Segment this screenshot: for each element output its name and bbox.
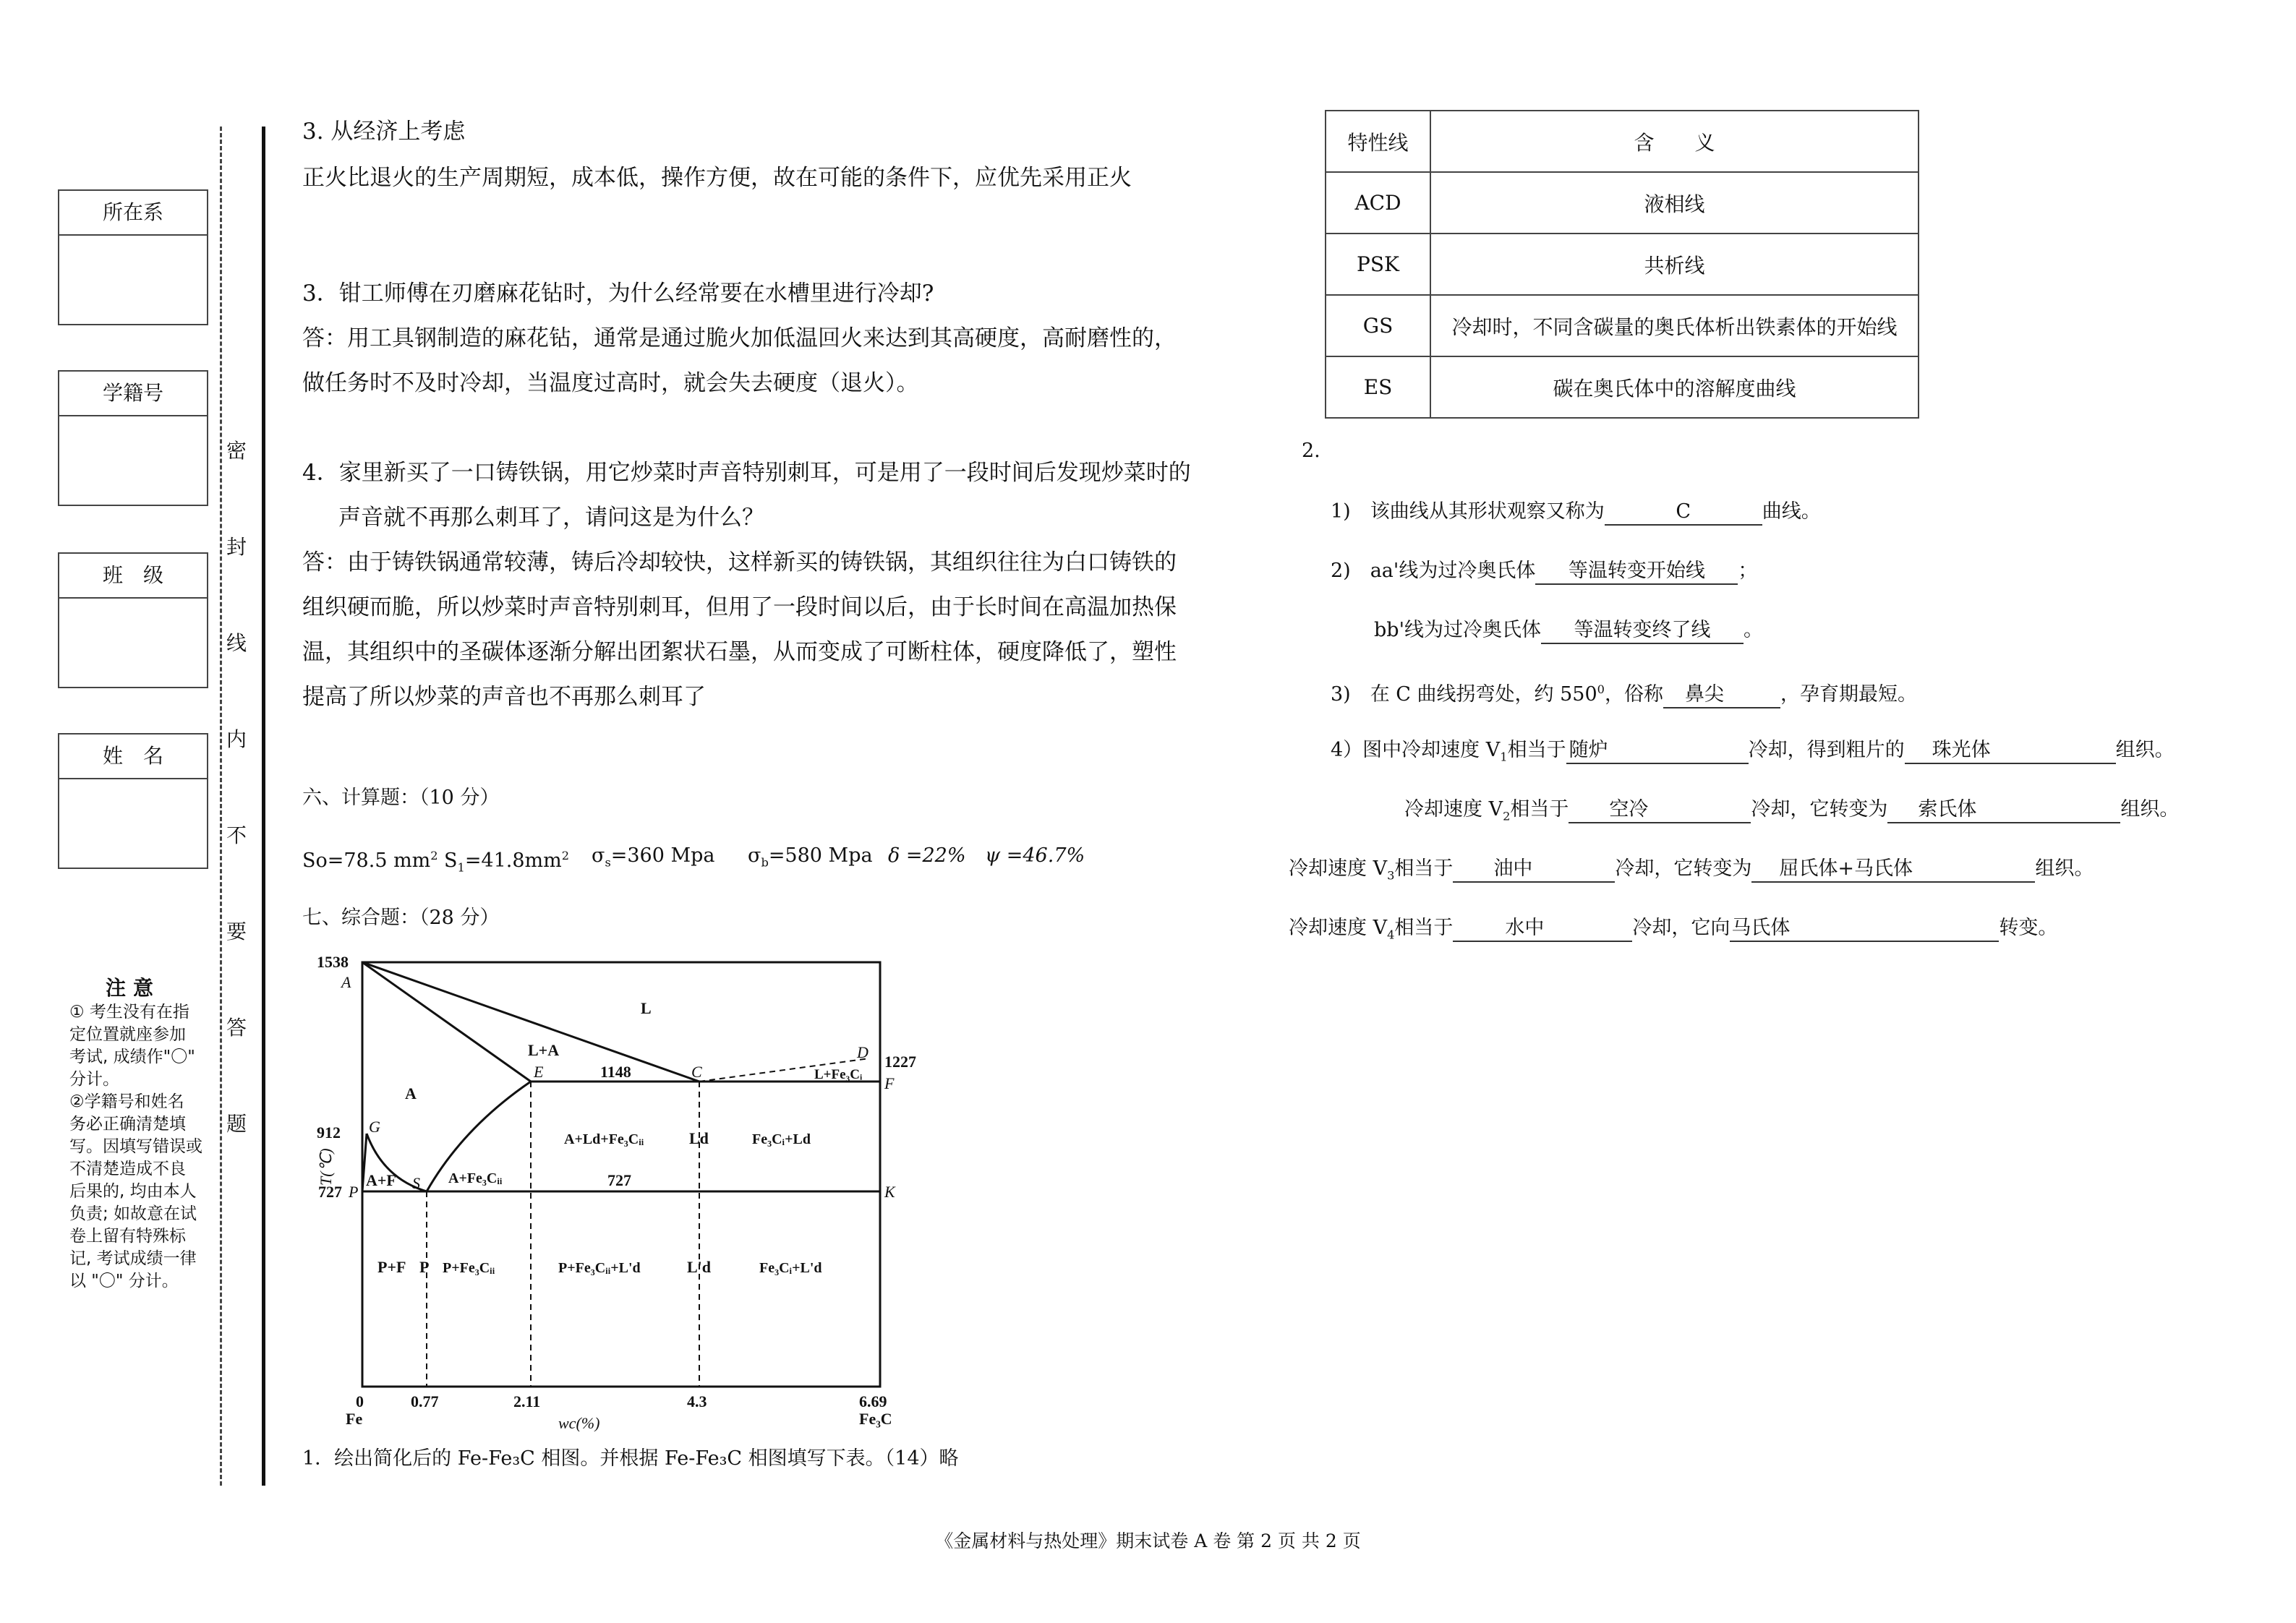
field-department-box: [58, 189, 208, 325]
y-axis-label: T(℃): [317, 1148, 335, 1186]
seal-char: 题: [226, 1112, 247, 1136]
answer-v3: [1289, 855, 2094, 890]
answer-sub: 1: [1500, 750, 1508, 764]
region-a-f: A+F: [366, 1171, 396, 1189]
answer-blank[interactable]: 等温转变开始线: [1535, 559, 1738, 585]
answer-text: 冷却速度 V: [1404, 798, 1503, 821]
calc-so: [302, 842, 438, 875]
answer-text: 相当于: [1394, 857, 1454, 880]
region-p: P: [419, 1258, 430, 1276]
calc-s1-sub: 1: [457, 860, 465, 875]
liquidus-ac: [362, 962, 699, 1082]
answer-sup: 0: [1597, 682, 1605, 696]
answer-text: 转变。: [1999, 917, 2058, 939]
answer-4-line: 提高了所以炒菜的声音也不再那么刺耳了: [302, 684, 706, 710]
notice-line: 务必正确清楚填: [69, 1115, 186, 1134]
notice-line: 写。因填写错误或: [69, 1137, 202, 1156]
field-department-label: 所在系: [59, 191, 207, 236]
answer-v1: [1331, 736, 2175, 771]
point-s: S: [412, 1174, 420, 1192]
x-tick-0: 0: [356, 1392, 364, 1410]
answer-text: 冷却速度 V: [1289, 857, 1388, 880]
question-2-label: 2.: [1302, 440, 1320, 462]
seal-char: 答: [226, 1016, 247, 1040]
calc-sigma-b-value: =580 Mpa: [768, 844, 873, 867]
temp-1148: 1148: [600, 1063, 631, 1081]
answer-3-line: 答：用工具钢制造的麻花钻，通常是通过脆火加低温回火来达到其高硬度，高耐磨性的，: [302, 325, 1177, 351]
region-l-a: L+A: [528, 1041, 560, 1059]
table-header-cell: 含 义: [1430, 111, 1919, 172]
x-axis-label: wc(%): [558, 1414, 600, 1431]
seal-char: 线: [226, 631, 247, 655]
point-k: K: [884, 1183, 895, 1201]
point-d: D: [857, 1043, 869, 1061]
answer-blank[interactable]: 马氏体: [1730, 916, 1999, 942]
x-tick-669: 6.69: [859, 1392, 887, 1410]
region-fe3c1-ld: Fe₃Cᵢ+Ld: [752, 1131, 811, 1147]
calc-sigma-b: [748, 842, 873, 877]
calc-s1-value: =41.8mm: [464, 849, 562, 872]
seal-char: 密: [226, 439, 247, 463]
answer-text: 相当于: [1507, 739, 1566, 761]
answer-blank[interactable]: 屈氏体+马氏体: [1751, 857, 2035, 883]
calc-sigma-s-value: =360 Mpa: [610, 844, 715, 867]
notice-line: 记, 考试成绩一律: [69, 1249, 197, 1268]
calc-s1-text: S: [444, 849, 458, 872]
answer-text: 相当于: [1394, 917, 1454, 939]
answer-c-curve: [1331, 497, 1821, 526]
point-f: F: [884, 1074, 895, 1092]
answer-blank[interactable]: 等温转变终了线: [1541, 618, 1744, 644]
calc-sigma-s-text: σ: [592, 844, 605, 867]
notice-title: 注意: [105, 976, 161, 1000]
field-student-id-input[interactable]: [59, 416, 207, 505]
x-tick-43: 4.3: [687, 1392, 707, 1410]
point-e: E: [534, 1063, 544, 1081]
table-cell-line: PSK: [1326, 234, 1430, 295]
notice-line: 定位置就座参加: [69, 1025, 186, 1044]
answer-text: 冷却，它转变为: [1615, 857, 1752, 880]
table-row: [1326, 234, 1919, 295]
region-p-fe3c2: P+Fe₃Cᵢᵢ: [443, 1260, 495, 1276]
answer-sub: 3: [1387, 868, 1395, 883]
notice-line: 后果的, 均由本人: [69, 1182, 197, 1201]
answer-text: ，俗称: [1604, 683, 1663, 706]
answer-v4: [1289, 914, 2057, 949]
table-row: [1326, 295, 1919, 356]
region-ld-prime: L'd: [687, 1258, 712, 1276]
temp-727: 727: [318, 1183, 342, 1201]
answer-text: 4）图中冷却速度 V: [1331, 739, 1501, 761]
region-a-ld-fe3c2: A+Ld+Fe₃Cᵢᵢ: [564, 1131, 644, 1147]
notice-line: 负责; 如故意在试: [69, 1204, 197, 1223]
answer-text: 冷却速度 V: [1289, 917, 1388, 939]
answer-blank[interactable]: 珠光体: [1905, 738, 2116, 764]
answer-text: 1) 该曲线从其形状观察又称为: [1331, 500, 1605, 523]
answer-sub: 4: [1387, 928, 1395, 942]
answer-blank[interactable]: 鼻尖: [1663, 682, 1780, 708]
answer-text: 组织。: [2120, 798, 2180, 821]
calc-delta: δ =22%: [888, 844, 966, 867]
answer-4-line: 温，其组织中的圣碳体逐渐分解出团絮状石墨，从而变成了可断柱体，硬度降低了，塑性: [302, 639, 1177, 665]
region-l-fe3c1: L+Fe₃Cᵢ: [814, 1067, 863, 1082]
answer-text: 冷却，它向: [1632, 917, 1730, 939]
x-tick-211: 2.11: [513, 1392, 541, 1410]
table-row: [1326, 356, 1919, 418]
temp-1227: 1227: [884, 1053, 916, 1071]
calc-heading: 六、计算题：（10 分）: [302, 787, 500, 809]
question-4-line: 声音就不再那么刺耳了，请问这是为什么？: [338, 505, 764, 531]
answer-blank[interactable]: 空冷: [1569, 797, 1751, 823]
answer-text: ；: [1738, 560, 1758, 582]
field-name-input[interactable]: [59, 779, 207, 868]
solidus-ae: [362, 962, 531, 1082]
seal-dashed-line: [220, 127, 222, 1486]
comprehensive-heading: 七、综合题：（28 分）: [302, 907, 500, 929]
answer-4-line: 答：由于铸铁锅通常较薄，铸后冷却较快，这样新买的铸铁锅，其组织往往为白口铸铁的: [302, 549, 1177, 575]
seal-char: 不: [226, 823, 247, 847]
table-cell-meaning: 液相线: [1430, 172, 1919, 234]
answer-text: 2) aa'线为过冷奥氏体: [1331, 560, 1536, 582]
calc-sigma-b-text: σ: [748, 844, 761, 867]
table-cell-meaning: 共析线: [1430, 234, 1919, 295]
x-label-fe3c: Fe₃C: [859, 1410, 892, 1428]
question-3: 3．钳工师傅在刃磨麻花钻时，为什么经常要在水槽里进行冷却?: [302, 281, 934, 307]
field-department-input[interactable]: [59, 236, 207, 324]
field-class-box: [58, 552, 208, 688]
calc-sigma-b-sub: b: [761, 855, 769, 870]
temp-912: 912: [317, 1123, 341, 1142]
table-cell-meaning: 冷却时，不同含碳量的奥氏体析出铁素体的开始线: [1430, 295, 1919, 356]
notice-line: ① 考生没有在指: [69, 1003, 189, 1022]
answer-4-line: 组织硬而脆，所以炒菜时声音特别刺耳，但用了一段时间以后，由于长时间在高温加热保: [302, 594, 1177, 620]
table-cell-meaning: 碳在奥氏体中的溶解度曲线: [1430, 356, 1919, 418]
answer-blank[interactable]: 水中: [1453, 916, 1632, 942]
answer-blank[interactable]: 随炉: [1566, 738, 1749, 764]
table-cell-line: GS: [1326, 295, 1430, 356]
table-header-cell: 特性线: [1326, 111, 1430, 172]
answer-3-line: 做任务时不及时冷却，当温度过高时，就会失去硬度（退火）。: [302, 370, 919, 396]
field-student-id-label: 学籍号: [59, 372, 207, 416]
temp-727-center: 727: [607, 1171, 631, 1189]
field-name-label: 姓 名: [59, 735, 207, 779]
notice-line: 以 "〇" 分计。: [69, 1272, 179, 1290]
notice-line: 不清楚造成不良: [69, 1160, 186, 1178]
table-cell-line: ACD: [1326, 172, 1430, 234]
notice-body: [69, 1001, 204, 1293]
section-3-text: 正火比退火的生产周期短，成本低，操作方便，故在可能的条件下，应优先采用正火: [302, 165, 1132, 191]
seal-char: 内: [226, 727, 247, 751]
question-4-line: 4．家里新买了一口铸铁锅，用它炒菜时声音特别刺耳，可是用了一段时间后发现炒菜时的: [302, 460, 1191, 486]
section-3-heading: 3. 从经济上考虑: [302, 119, 466, 145]
answer-sub: 2: [1503, 809, 1511, 823]
calc-so-sup: 2: [430, 849, 438, 862]
point-c: C: [691, 1063, 702, 1081]
region-ld: Ld: [689, 1129, 709, 1147]
point-g: G: [369, 1118, 380, 1136]
answer-text: 组织。: [2115, 739, 2175, 761]
answer-blank[interactable]: 油中: [1453, 857, 1615, 883]
calc-s1-sup: 2: [561, 849, 570, 862]
point-a: A: [341, 973, 351, 991]
answer-text: 冷却，它转变为: [1751, 798, 1888, 821]
x-label-fe: Fe: [346, 1410, 363, 1428]
answer-text: 。: [1744, 619, 1763, 641]
region-fe3c1-ld-prime: Fe₃Cᵢ+L'd: [759, 1260, 822, 1276]
calc-sigma-s-sub: s: [605, 855, 611, 870]
fe-fe3c-phase-diagram: [304, 947, 969, 1431]
binding-solid-line: [262, 127, 265, 1486]
answer-blank[interactable]: C: [1605, 500, 1762, 526]
region-l: L: [641, 999, 652, 1017]
page-footer: [0, 1527, 2296, 1553]
question-1: 1．绘出简化后的 Fe-Fe₃C 相图。并根据 Fe-Fe₃C 相图填写下表。（14）略: [302, 1447, 959, 1470]
answer-nose: [1331, 675, 1917, 709]
calc-so-text: So=78.5 mm: [302, 849, 431, 872]
field-class-input[interactable]: [59, 599, 207, 687]
answer-bb-line: [1374, 616, 1763, 645]
point-p: P: [349, 1183, 359, 1201]
region-p-f: P+F: [377, 1258, 406, 1276]
answer-blank[interactable]: 索氏体: [1887, 797, 2120, 823]
x-tick-077: 0.77: [411, 1392, 439, 1410]
notice-line: 考试, 成绩作"〇": [69, 1048, 195, 1066]
notice-line: ②学籍号和姓名: [69, 1092, 184, 1111]
calc-s1: [444, 842, 569, 882]
notice-line: 卷上留有特殊标: [69, 1227, 186, 1246]
table-row: [1326, 172, 1919, 234]
footer-text: 《金属材料与热处理》期末试卷 A 卷 第 2 页 共 2 页: [935, 1530, 1361, 1551]
answer-text: 冷却，得到粗片的: [1748, 739, 1905, 761]
seal-char: 封: [226, 535, 247, 559]
answer-text: bb'线为过冷奥氏体: [1374, 619, 1541, 641]
answer-text: 3) 在 C 曲线拐弯处，约 550: [1331, 683, 1597, 706]
region-a-fe3c2: A+Fe₃Cᵢᵢ: [448, 1170, 503, 1186]
region-p-fe3c2-ld: P+Fe₃Cᵢᵢ+L'd: [558, 1260, 641, 1276]
field-class-label: 班 级: [59, 554, 207, 599]
region-a: A: [405, 1084, 417, 1102]
answer-v2: [1404, 795, 2179, 831]
answer-text: 组织。: [2035, 857, 2094, 880]
answer-text: 相当于: [1510, 798, 1569, 821]
temp-1538: 1538: [317, 953, 349, 971]
table-header-row: [1326, 111, 1919, 172]
notice-line: 分计。: [69, 1070, 119, 1089]
characteristic-line-table: [1325, 110, 1919, 419]
answer-text: ，孕育期最短。: [1780, 683, 1917, 706]
field-student-id-box: [58, 370, 208, 506]
calc-sigma-s: [592, 842, 715, 877]
table-cell-line: ES: [1326, 356, 1430, 418]
field-name-box: [58, 733, 208, 869]
seal-char: 要: [226, 920, 247, 943]
answer-text: 曲线。: [1762, 500, 1821, 523]
calc-psi: ψ =46.7%: [985, 844, 1085, 867]
answer-aa-line: [1331, 557, 1757, 586]
